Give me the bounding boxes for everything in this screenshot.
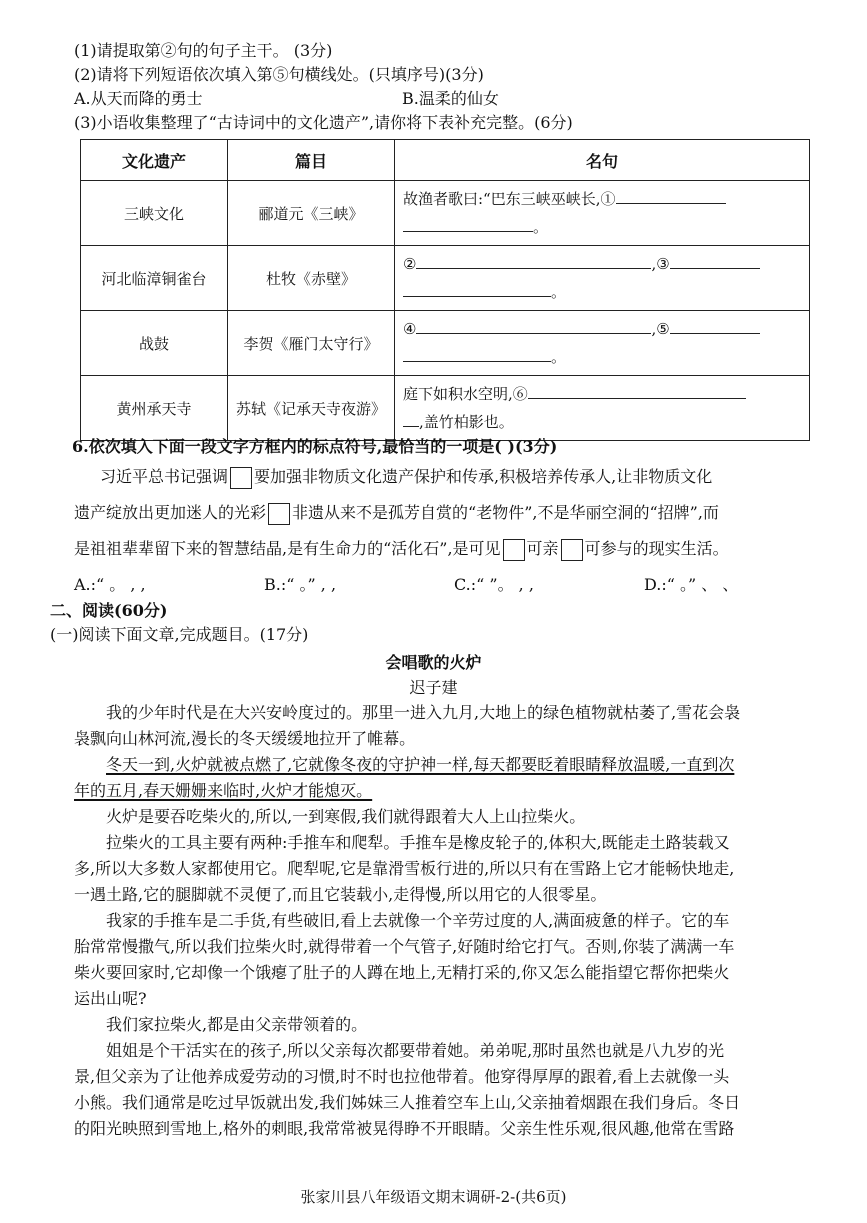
punctuation-box[interactable]: [503, 539, 525, 561]
heritage-cell: 河北临漳铜雀台: [81, 246, 228, 311]
quote-text: 故渔者歌曰:“巴东三峡巫峡长,①: [403, 190, 616, 208]
article-line: 姐姐是个干活实在的孩子,所以父亲每次都要带着她。弟弟呢,那时虽然也就是八九岁的光: [106, 1041, 725, 1060]
article-title: 会唱歌的火炉: [385, 653, 482, 672]
question-2-option-b: B.温柔的仙女: [402, 89, 499, 108]
article-line: 胎常常慢撒气,所以我们拉柴火时,就得带着一个气管子,好随时给它打气。否则,你装了满满一车: [74, 937, 735, 956]
table-row: [81, 311, 810, 376]
quote-text: ,盖竹柏影也。: [419, 413, 514, 431]
table-header: 名句: [395, 140, 810, 181]
article-line: 我家的手推车是二手货,有些破旧,看上去就像一个辛劳过度的人,满面疲惫的样子。它的车: [106, 911, 730, 930]
section-subtitle: (一)阅读下面文章,完成题目。(17分): [50, 625, 309, 644]
article-line: 我的少年时代是在大兴安岭度过的。那里一进入九月,大地上的绿色植物就枯萎了,雪花会袅: [106, 703, 741, 722]
article-line: 多,所以大多数人家都使用它。爬犁呢,它是靠滑雪板行进的,所以只有在雪路上它才能畅快地走,: [74, 859, 735, 878]
section-title: 二、阅读(60分): [50, 601, 168, 620]
quote-cell: [395, 246, 810, 311]
table-header-row: [81, 140, 810, 181]
article-line: 运出山呢?: [74, 989, 147, 1008]
question-6-options: [74, 572, 824, 595]
answer-blank[interactable]: [670, 254, 760, 269]
table-row: [81, 376, 810, 441]
page-footer: 张家川县八年级语文期末调研-2-(共6页): [300, 1188, 567, 1206]
passage-text: 习近平总书记强调: [100, 467, 229, 486]
quote-text: ②: [403, 255, 417, 273]
passage-text: 可亲: [526, 539, 559, 558]
table-header: 篇目: [228, 140, 395, 181]
quote-text: 。: [551, 283, 567, 301]
answer-blank[interactable]: [416, 254, 651, 269]
passage-text: 非遗从来不是孤芳自赏的“老物件”,不是华丽空洞的“招牌”,而: [292, 503, 719, 522]
passage-text: 要加强非物质文化遗产保护和传承,积极培养传承人,让非物质文化: [254, 467, 713, 486]
answer-blank[interactable]: [403, 282, 551, 297]
question-3: (3)小语收集整理了“古诗词中的文化遗产”,请你将下表补充完整。(6分): [74, 113, 573, 132]
quote-cell: [395, 181, 810, 246]
option-a[interactable]: A.:“ 。 , ,: [74, 575, 146, 594]
answer-blank[interactable]: [670, 319, 760, 334]
punctuation-box[interactable]: [561, 539, 583, 561]
work-cell: 李贺《雁门太守行》: [228, 311, 395, 376]
article-line: 袅飘向山林河流,漫长的冬天缓缓地拉开了帷幕。: [74, 729, 416, 748]
table-header: 文化遗产: [81, 140, 228, 181]
answer-blank[interactable]: [403, 217, 533, 232]
quote-text: ④: [403, 320, 417, 338]
answer-blank[interactable]: [416, 319, 651, 334]
answer-blank[interactable]: [403, 347, 551, 362]
article-line: 小熊。我们通常是吃过早饭就出发,我们姊妹三人推着空车上山,父亲抽着烟跟在我们身后。冬日: [74, 1093, 741, 1112]
answer-blank[interactable]: [616, 189, 726, 204]
quote-text: ,⑤: [651, 320, 670, 338]
quote-text: 。: [551, 348, 567, 366]
option-d[interactable]: D.:“ 。” 、 、: [644, 575, 739, 594]
heritage-cell: 战鼓: [81, 311, 228, 376]
question-6-stem: 6.依次填入下面一段文字方框内的标点符号,最恰当的一项是( )(3分): [72, 437, 558, 456]
article-line: 的阳光映照到雪地上,格外的刺眼,我常常被晃得睁不开眼睛。父亲生性乐观,很风趣,他常在雪路: [74, 1119, 735, 1138]
option-b[interactable]: B.:“ 。” , ,: [264, 575, 337, 594]
passage-text: 是祖祖辈辈留下来的智慧结晶,是有生命力的“活化石”,是可见: [74, 539, 501, 558]
work-cell: 郦道元《三峡》: [228, 181, 395, 246]
article-line: 我们家拉柴火,都是由父亲带领着的。: [106, 1015, 368, 1034]
article-line: 火炉是要吞吃柴火的,所以,一到寒假,我们就得跟着大人上山拉柴火。: [106, 807, 586, 826]
option-c[interactable]: C.:“ ”。 , ,: [454, 575, 534, 594]
quote-text: 。: [533, 218, 549, 236]
underlined-sentence: 冬天一到,火炉就被点燃了,它就像冬夜的守护神一样,每天都要眨着眼睛释放温暖,一直到次: [106, 755, 735, 774]
work-cell: 苏轼《记承天寺夜游》: [228, 376, 395, 441]
punctuation-box[interactable]: [230, 467, 252, 489]
article-line: 拉柴火的工具主要有两种:手推车和爬犁。手推车是橡皮轮子的,体积大,既能走土路装载又: [106, 833, 730, 852]
quote-text: 庭下如积水空明,⑥: [403, 385, 528, 403]
quote-text: ,③: [651, 255, 670, 273]
punctuation-box[interactable]: [268, 503, 290, 525]
heritage-cell: 三峡文化: [81, 181, 228, 246]
article-line: 一遇土路,它的腿脚就不灵便了,而且它装载小,走得慢,所以用它的人很零星。: [74, 885, 607, 904]
question-2-option-a: A.从天而降的勇士: [74, 89, 203, 108]
quote-cell: [395, 311, 810, 376]
passage-text: 可参与的现实生活。: [584, 539, 729, 558]
question-1: (1)请提取第②句的句子主干。 (3分): [74, 41, 333, 60]
quote-cell: [395, 376, 810, 441]
passage-text: 遗产绽放出更加迷人的光彩: [74, 503, 267, 522]
answer-blank[interactable]: [528, 384, 746, 399]
answer-blank[interactable]: [403, 412, 419, 427]
table-row: [81, 181, 810, 246]
article-body: [74, 700, 824, 1142]
heritage-table: [80, 139, 810, 441]
question-6-passage: [74, 462, 824, 564]
article-line: 景,但父亲为了让他养成爱劳动的习惯,时不时也拉他带着。他穿得厚厚的跟着,看上去就像一头: [74, 1067, 730, 1086]
table-row: [81, 246, 810, 311]
article-line: 柴火要回家时,它却像一个饿瘪了肚子的人蹲在地上,无精打采的,你又怎么能指望它帮你把柴火: [74, 963, 730, 982]
question-2: (2)请将下列短语依次填入第⑤句横线处。(只填序号)(3分): [74, 65, 484, 84]
underlined-sentence: 年的五月,春天姗姗来临时,火炉才能熄灭。: [74, 781, 373, 800]
heritage-cell: 黄州承天寺: [81, 376, 228, 441]
work-cell: 杜牧《赤壁》: [228, 246, 395, 311]
article-author: 迟子建: [409, 678, 458, 697]
